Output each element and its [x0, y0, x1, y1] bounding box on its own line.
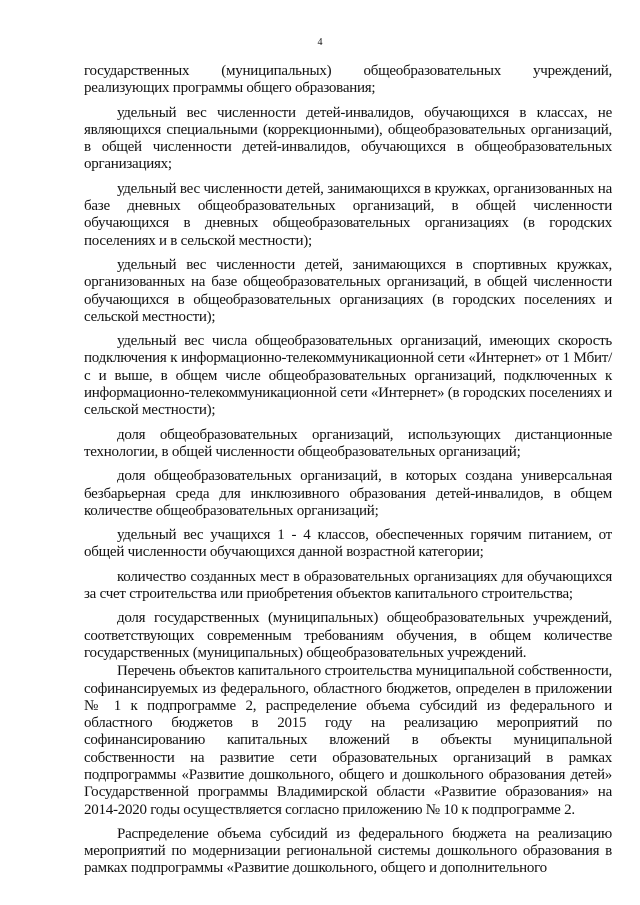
paragraph: Перечень объектов капитального строительства муниципальной собственности, софинансируемых из федерального, областного бюджетов, определен в приложении № 1 к подпрограмме 2, распределение объема субсидий из федерального и областного бюджетов в 2015 году на реализацию мероприятий по софинансированию капитальных вложений в объекты муниципальной собственности на развитие сети образовательных организаций в рамках подпрограммы «Развитие дошкольного, общего и дошкольного образования детей» Государственной программы Владимирской области «Развитие образования» на 2014-2020 годы осуществляется согласно приложению № 10 к подпрограмме 2. — [84, 663, 612, 818]
page-number: 4 — [317, 37, 323, 48]
paragraph: удельный вес учащихся 1 - 4 классов, обеспеченных горячим питанием, от общей численности обучающихся данной возрастной категории; — [84, 527, 612, 561]
paragraph: количество созданных мест в образовательных организациях для обучающихся за счет строительства или приобретения объектов капитального строительства; — [84, 568, 612, 603]
paragraph: Распределение объема субсидий из федерального бюджета на реализацию мероприятий по модернизации региональной системы дошкольного образования в рамках подпрограммы «Развитие дошкольного, общего и дополнительного — [84, 825, 612, 877]
paragraph: удельный вес числа общеобразовательных организаций, имеющих скорость подключения к информационно-телекоммуникационной сети «Интернет» от 1 Мбит/с и выше, в общем числе общеобразовательных организаций, подключенных к информационно-телекоммуникационной сети «Интернет» (в городских поселениях и сельской местности); — [84, 333, 612, 419]
paragraph: удельный вес численности детей, занимающихся в спортивных кружках, организованных на базе общеобразовательных организаций, в общей численности обучающихся в общеобразовательных организациях (в городских поселениях и сельской местности); — [84, 256, 612, 325]
document-body — [84, 63, 612, 885]
paragraph: доля общеобразовательных организаций, в которых создана универсальная безбарьерная среда для инклюзивного образования детей-инвалидов, в общем количестве общеобразовательных организаций; — [84, 468, 612, 519]
paragraph: удельный вес численности детей, занимающихся в кружках, организованных на базе дневных общеобразовательных организаций, в общей численности обучающихся в дневных общеобразовательных организациях (в городских поселениях и в сельской местности); — [84, 180, 612, 249]
paragraph: удельный вес численности детей-инвалидов, обучающихся в классах, не являющихся специальными (коррекционными), общеобразовательных организаций, в общей численности детей-инвалидов, обучающихся в общеобразовательных организациях; — [84, 104, 612, 173]
paragraph: доля общеобразовательных организаций, использующих дистанционные технологии, в общей численности общеобразовательных организаций; — [84, 426, 612, 460]
paragraph: государственных (муниципальных) общеобразовательных учреждений, реализующих программы общего образования; — [84, 63, 612, 97]
paragraph: доля государственных (муниципальных) общеобразовательных учреждений, соответствующих современным требованиям обучения, в общем количестве государственных (муниципальных) общеобразовательных учреждений. — [84, 610, 612, 661]
